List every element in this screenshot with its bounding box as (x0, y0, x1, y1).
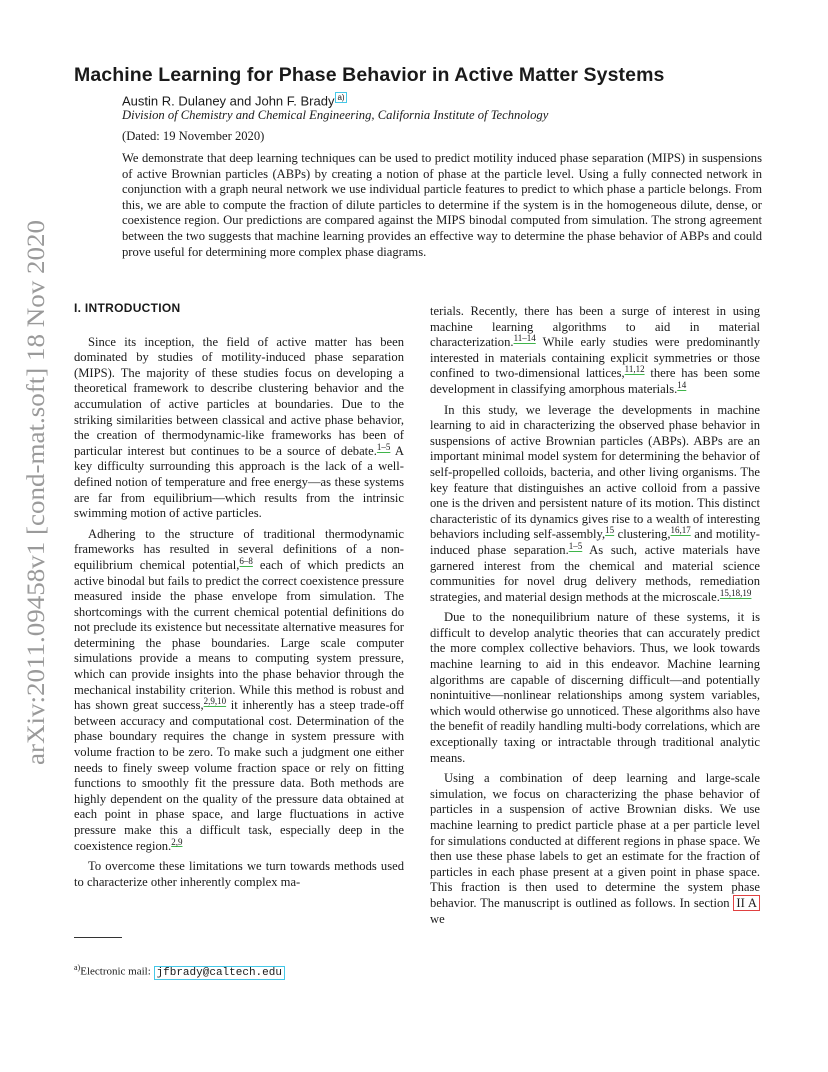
text-run: clustering, (614, 527, 671, 542)
text-run: there has been some development in classifying amorphous materials. (430, 366, 760, 396)
footnote-mark: a) (74, 963, 81, 972)
citation-link[interactable]: 2,9 (171, 836, 183, 847)
author-footnote-mark[interactable]: a) (337, 93, 345, 102)
citation-link[interactable]: 2,9,10 (203, 696, 227, 707)
footnote-divider (74, 937, 122, 938)
arxiv-stamp-text: arXiv:2011.09458v1 [cond-mat.soft] 18 Nov 2020 (23, 260, 50, 765)
arxiv-identifier-stamp (14, 210, 54, 770)
text-run: Since its inception, the field of active matter has been dominated by studies of motility-induced phase separation (MIPS). The majority of these studies focus on developing a theoretical framework to describe clustering behavior and the accumulation of active particles at boundaries. Due to the striking similarities between classical and active phase behavior, the creation of thermodynamic-like frameworks has been of particular interest but continues to be a source of debate. (74, 334, 404, 458)
section-heading: I. INTRODUCTION (74, 301, 181, 315)
citation-link[interactable]: 11–14 (513, 333, 536, 343)
left-column (74, 301, 404, 895)
intro-paragraph-4 (430, 403, 760, 606)
right-column (430, 304, 760, 932)
intro-paragraph-2 (74, 527, 404, 854)
citation-link[interactable]: 14 (677, 379, 687, 390)
intro-paragraph-6 (430, 771, 760, 927)
text-run: In this study, we leverage the developments in machine learning to aid in characterizing the observed phase behavior in suspensions of active Brownian particles (ABPs). ABPs are an important minimal model system for determining the behavior of self-propelled colloids, bacteria, and other living organisms. The key feature that distinguishes an active colloid from a passive one is the driven and persistent nature of its motion. This distinct characteristic of its dynamics gives rise to a wealth of interesting behaviors including self-assembly, (430, 402, 760, 542)
citation-link[interactable]: 6–8 (239, 555, 253, 566)
intro-paragraph-continued (430, 304, 760, 398)
text-run: and motility-induced phase separation. (430, 527, 761, 557)
text-run: Adhering to the structure of traditional thermodynamic frameworks has resulted in several definitions of a non-equilibrium chemical potential, (74, 526, 404, 572)
text-run: we (430, 911, 445, 926)
paper-title: Machine Learning for Phase Behavior in Active Matter Systems (74, 64, 665, 86)
citation-link[interactable]: 11,12 (624, 364, 645, 375)
intro-paragraph-3: To overcome these limitations we turn towards methods used to characterize other inherently complex ma- (74, 859, 404, 889)
citation-link[interactable]: 1–5 (568, 540, 583, 551)
citation-link[interactable]: 1–5 (376, 441, 391, 452)
text-run: Using a combination of deep learning and large-scale simulation, we focus on characterizing the phase behavior of particles in a suspension of active Brownian disks. We use machine learning to predict particle phase at a per particle level for simulations conducted at different regions in phase space. We then use these phase labels to get an estimate for the fraction of particles in each phase present at a given point in phase space. This fraction is then used to determine the system phase behavior. The manuscript is outlined as follows. In section (430, 771, 760, 910)
citation-link[interactable]: 16,17 (670, 525, 691, 536)
email-link[interactable]: jfbrady@caltech.edu (154, 966, 285, 980)
section-reference-link[interactable]: II A (733, 895, 760, 911)
text-run: As such, active materials have garnered interest from the chemical and material science communities for novel drug delivery methods, remediation strategies, and material design methods at the microscale. (430, 542, 760, 604)
abstract: We demonstrate that deep learning techniques can be used to predict motility induced phase separation (MIPS) in suspensions of active Brownian particles (ABPs) by creating a notion of phase at the particle level. Using a fully connected network in conjunction with a graph neural network we use individual particle features to predict to which phase a particle belongs. From this, we are able to compute the fraction of dilute particles to determine if the system is in the homogeneous dilute, dense, or coexistence region. Our predictions are compared against the MIPS binodal computed from simulation. The strong agreement between the two suggests that machine learning provides an effective way to determine the phase behavior of ABPs and could prove useful for determining more complex phase diagrams. (122, 151, 762, 259)
date-line: (Dated: 19 November 2020) (122, 129, 265, 143)
authors-names: Austin R. Dulaney and John F. Brady (122, 93, 335, 109)
text-run: each of which predicts an active binodal but fails to predict the correct coexistence pressure measured inside the phase envelope from simulation. The shortcomings with the current chemical potential definitions do not preclude its existence but necessitate alternative measures for determining the phase boundaries. Large scale computer simulations provide a means to computing system pressure, which can provide insights into the phase behavior through the mechanical instability criterion. While this method is robust and has shown great success, (74, 557, 404, 713)
footnote (74, 963, 285, 979)
intro-paragraph-1 (74, 335, 404, 522)
intro-paragraph-5: Due to the nonequilibrium nature of these systems, it is difficult to develop analytic theories that can accurately predict the more complex collective behaviors. Thus, we look towards machine learning to aid in this endeavor. Machine learning algorithms are capable of discerning difficult—and potentially nonintuitive—nonlinear relationships among system variables, which would otherwise go unnoticed. These algorithms also have the benefit of readily handling multi-body correlations, which are exceptionally taxing or intractable through traditional analytic means. (430, 610, 760, 765)
citation-link[interactable]: 15,18,19 (719, 587, 752, 598)
text-run: A key difficulty surrounding this approach is the lack of a well-defined notion of temperature and free energy—as these systems are far from equilibrium—which results from the intrinsic swimming motion of active particles. (74, 443, 404, 521)
footnote-label: Electronic mail: (80, 965, 154, 978)
citation-link[interactable]: 15 (605, 525, 615, 536)
text-run: While early studies were predominantly interested in materials containing explicit symmetries or those confined to two-dimensional lattices, (430, 335, 760, 381)
text-run: terials. Recently, there has been a surge of interest in using machine learning algorithms to aid in material characterization. (430, 304, 760, 350)
text-run: it inherently has a steep trade-off between accuracy and computational cost. Determination of the phase boundary requires the change in system pressure with volume fraction to be zero. To make such a judgment one either needs to finely sweep volume fraction space or rely on fitting functions to smoothly fit the pressure data. Both methods are highly dependent on the quality of the pressure data obtained at each point in phase space, and large fluctuations in active pressure make this a difficult task, especially deep in the coexistence region. (74, 698, 404, 853)
author-affiliation: Division of Chemistry and Chemical Engineering, California Institute of Technology (122, 108, 549, 122)
author-list (122, 93, 347, 108)
